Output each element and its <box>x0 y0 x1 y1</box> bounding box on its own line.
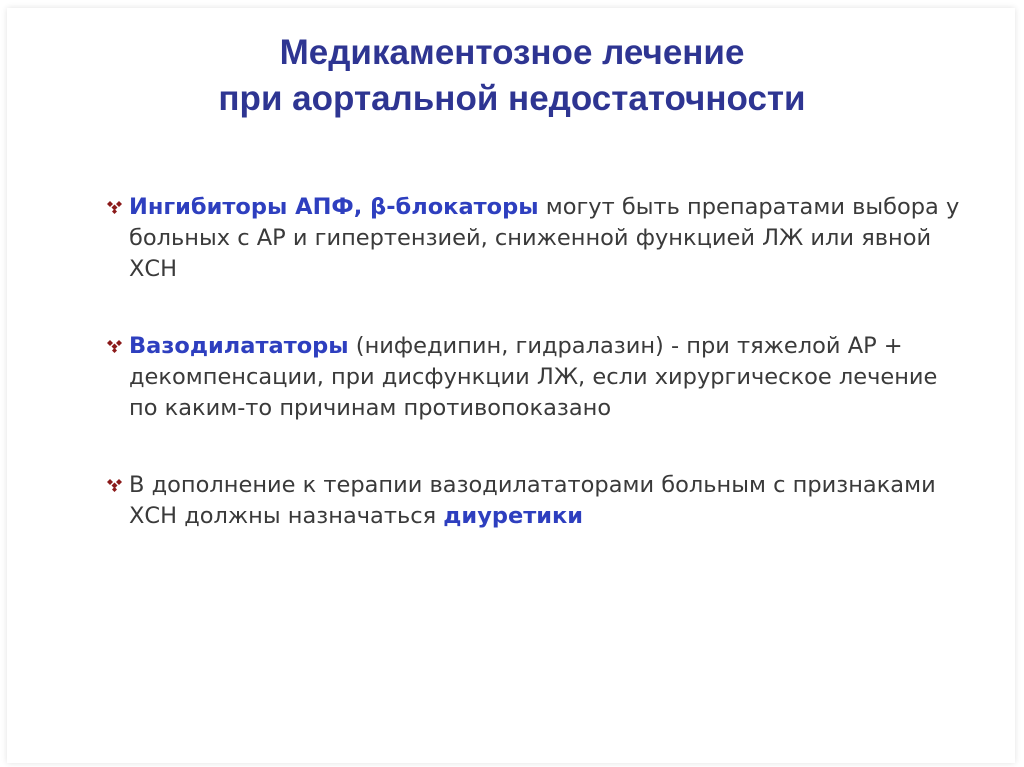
bullet-text: В дополнение к терапии вазодилататорами больным с признаками ХСН должны назначаться <box>129 472 936 529</box>
bullet-item-ace-inhibitors <box>104 192 964 285</box>
slide-title <box>0 30 1024 122</box>
bullet-highlight: диуретики <box>443 503 584 529</box>
bullet-highlight: Ингибиторы АПФ, β-блокаторы <box>129 194 539 220</box>
diamond-bullet-icon <box>106 201 123 215</box>
diamond-bullet-icon <box>106 479 123 493</box>
bullet-text: могут быть препаратами выбора у больных с АР и гипертензией, сниженной функцией ЛЖ или явной ХСН <box>129 194 960 282</box>
bullet-item-vasodilators <box>104 331 964 424</box>
bullet-item-diuretics <box>104 470 964 532</box>
bullet-list <box>104 192 964 578</box>
title-line-1: Медикаментозное лечение <box>279 33 745 72</box>
diamond-bullet-icon <box>106 340 123 354</box>
bullet-highlight: Вазодилататоры <box>129 333 349 359</box>
title-line-2: при аортальной недостаточности <box>218 79 806 118</box>
bullet-text: (нифедипин, гидралазин) - при тяжелой АР + декомпенсации, при дисфункции ЛЖ, если хирургическое лечение по каким-то причинам противопоказано <box>129 333 938 421</box>
